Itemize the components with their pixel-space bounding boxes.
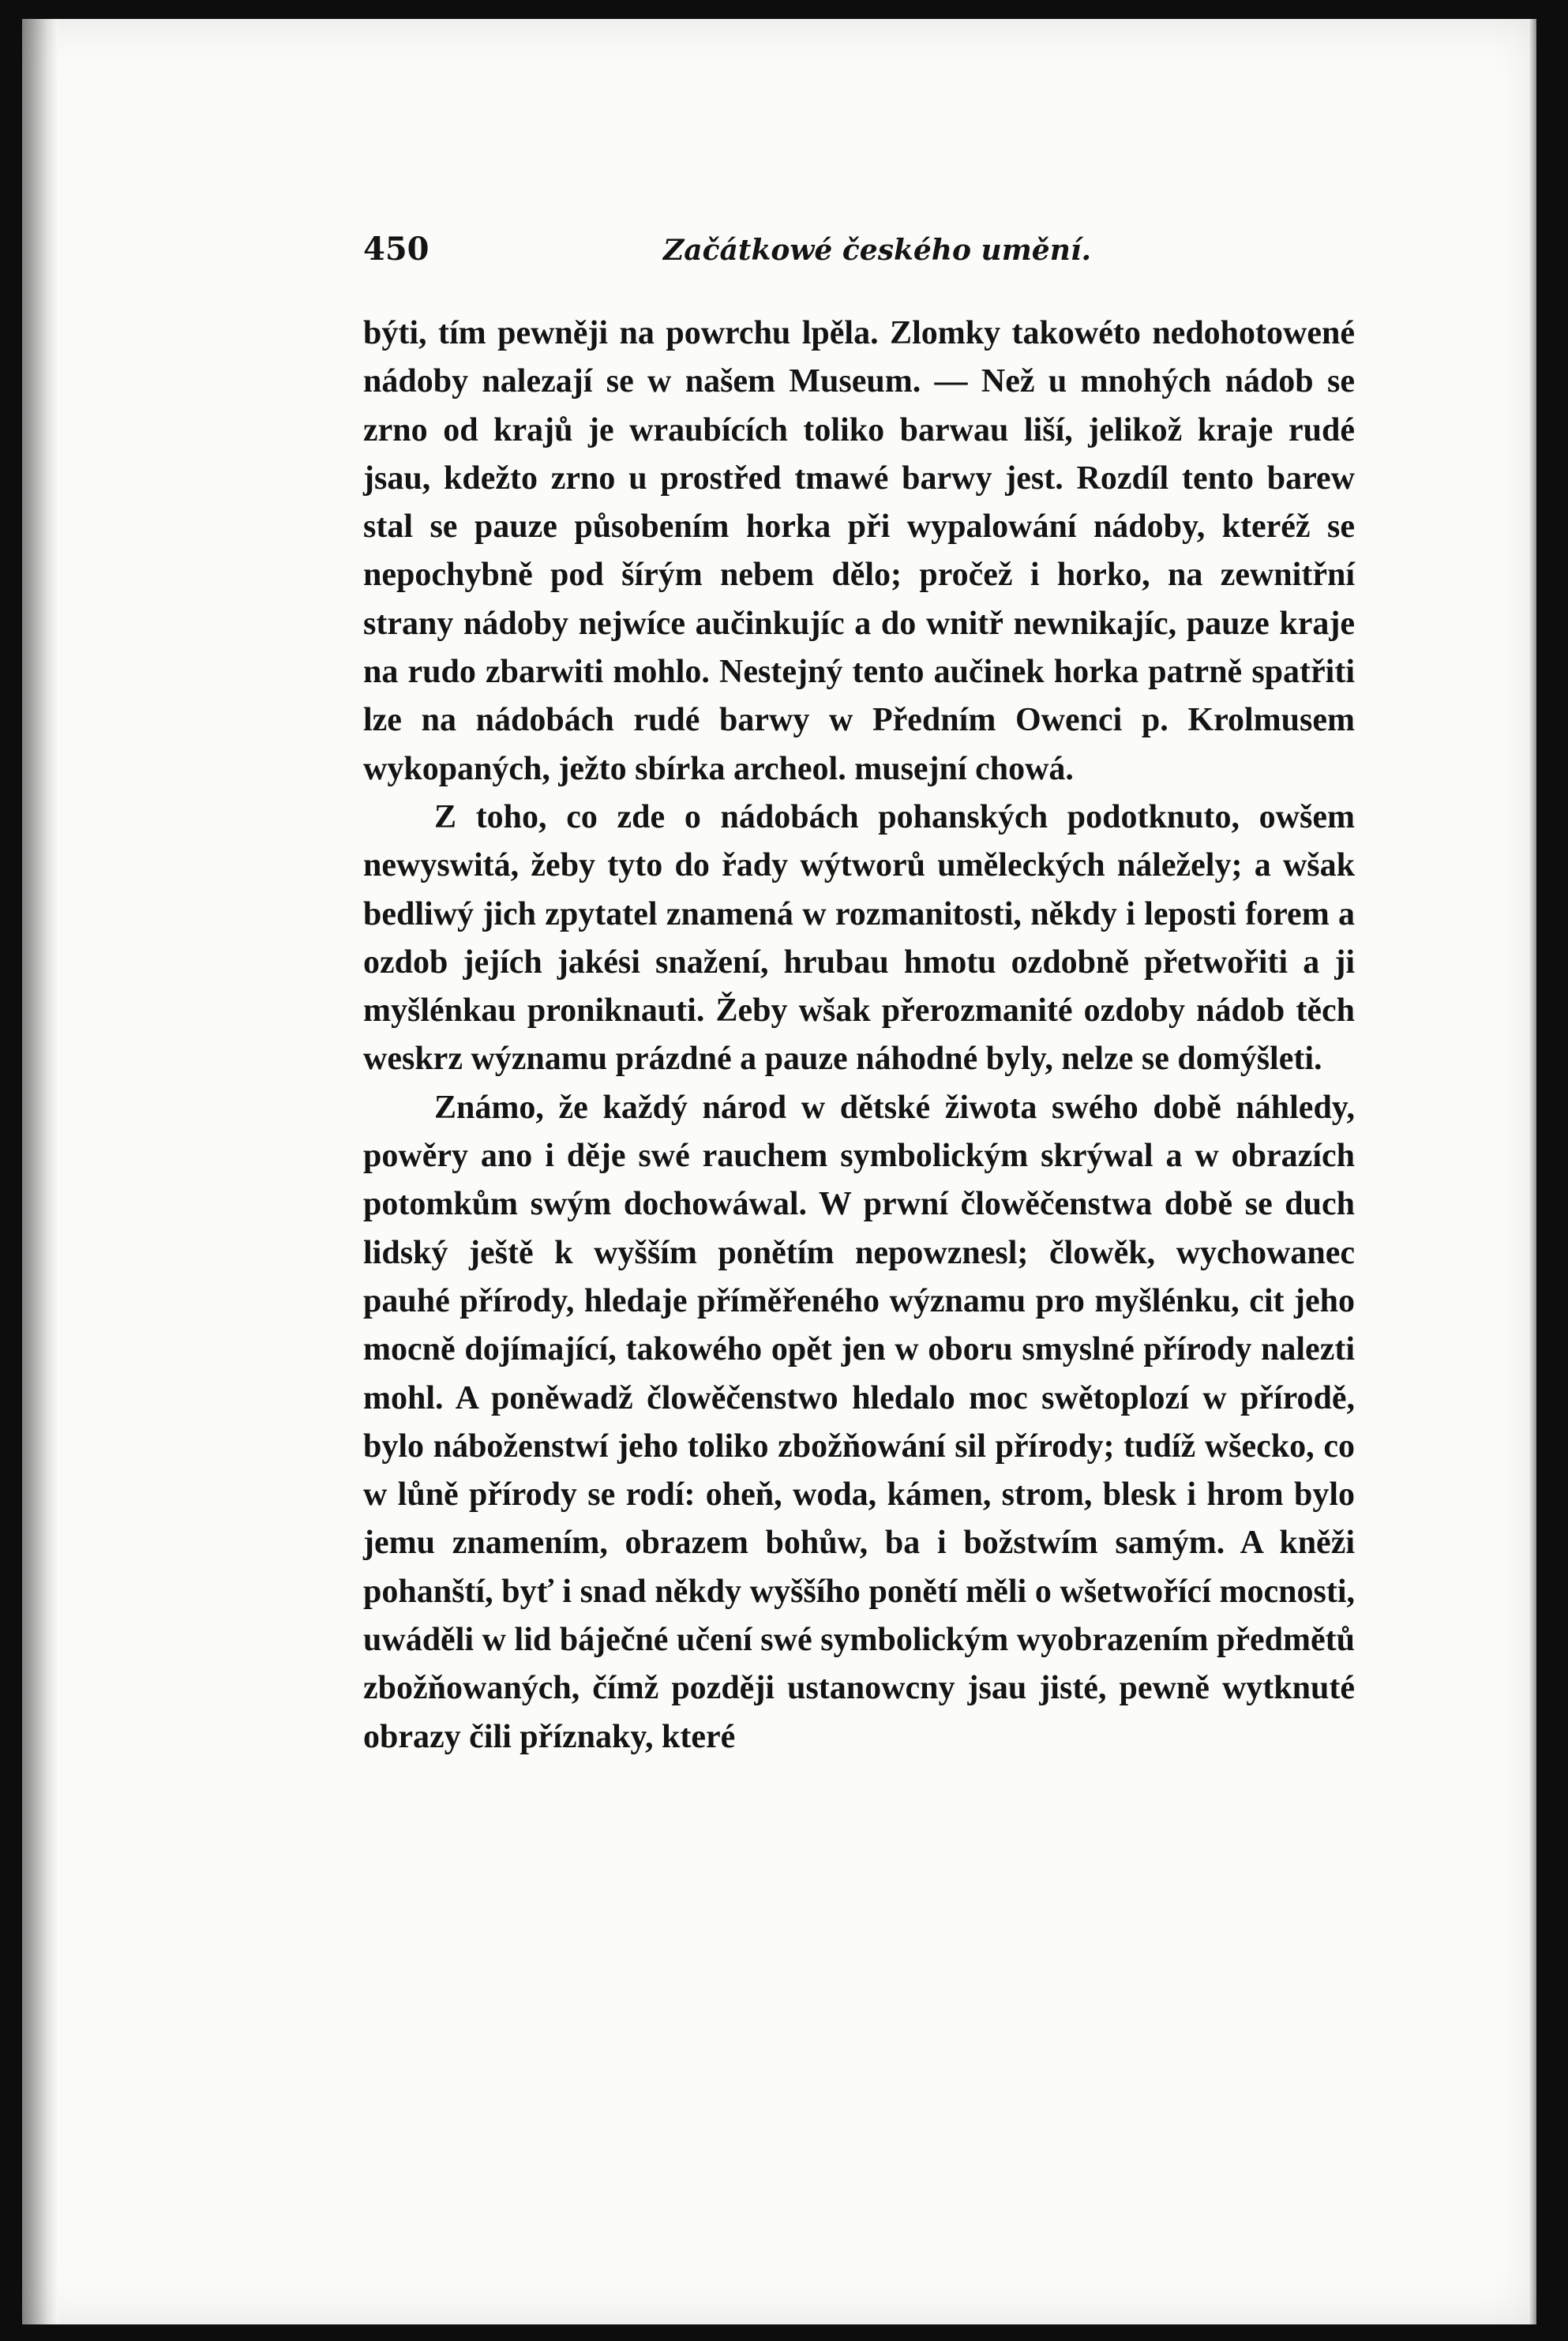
book-page bbox=[22, 19, 1536, 2324]
running-title: Začátkowé českého umění. bbox=[663, 234, 1092, 267]
body-text bbox=[363, 310, 1355, 1761]
paragraph-3: Známo, že každý národ w dětské žiwota swého době náhledy, powěry ano i děje swé rauchem symbolickým skrýwal a w obrazích potomkům swým dochowáwal. W prwní člowěčenstwa době se duch lidský ještě k wyšším ponětím nepowznesl; člowěk, wychowanec pauhé přírody, hledaje příměřeného wýznamu pro myšlénku, cit jeho mocně dojímající, takowého opět jen w oboru smyslné přírody nalezti mohl. A poněwadž člowěčenstwo hledalo moc swětoplozí w přírodě, bylo náboženstwí jeho toliko zbožňowání sil přírody; tudíž wšecko, co w lůně přírody se rodí: oheň, woda, kámen, strom, blesk i hrom bylo jemu znamením, obrazem bohůw, ba i božstwím samým. A kněži pohanští, byť i snad někdy wyššího ponětí měli o wšetwořící mocnosti, uwáděli w lid báječné učení swé symbolickým wyobrazením předmětů zbožňowaných, čímž později ustanowcny jsau jisté, pewně wytknuté obrazy čili příznaky, které bbox=[363, 1089, 1355, 1755]
page-edge-shadow bbox=[1529, 19, 1536, 2324]
page-header bbox=[363, 231, 1355, 286]
page-binding-shadow bbox=[22, 19, 58, 2324]
paragraph-1: býti, tím pewněji na powrchu lpěla. Zlomky takowéto nedohotowené nádoby nalezají se w našem Museum. — Než u mnohých nádob se zrno od krajů je wraubících toliko barwau liší, jelikož kraje rudé jsau, kdežto zrno u prostřed tmawé barwy jest. Rozdíl tento barew stal se pauze působením horka při wypalowání nádoby, kteréž se nepochybně pod šírým nebem dělo; pročež i horko, na zewnitřní strany nádoby nejwíce aučinkujíc a do wnitř newnikajíc, pauze kraje na rudo zbarwiti mohlo. Nestejný tento aučinek horka patrně spatřiti lze na nádobách rudé barwy w Předním Owenci p. Krolmusem wykopaných, ježto sbírka archeol. musejní chowá. bbox=[363, 315, 1355, 787]
paragraph-2: Z toho, co zde o nádobách pohanských podotknuto, owšem newyswitá, žeby tyto do řady wýtworů uměleckých náležely; a wšak bedliwý jich zpytatel znamená w rozmanitosti, někdy i leposti forem a ozdob jejích jakési snažení, hrubau hmotu ozdobně přetwořiti a ji myšlénkau proniknauti. Žeby wšak přerozmanité ozdoby nádob těch weskrz wýznamu prázdné a pauze náhodné byly, nelze se domýšleti. bbox=[363, 798, 1355, 1078]
page-number: 450 bbox=[363, 231, 430, 268]
